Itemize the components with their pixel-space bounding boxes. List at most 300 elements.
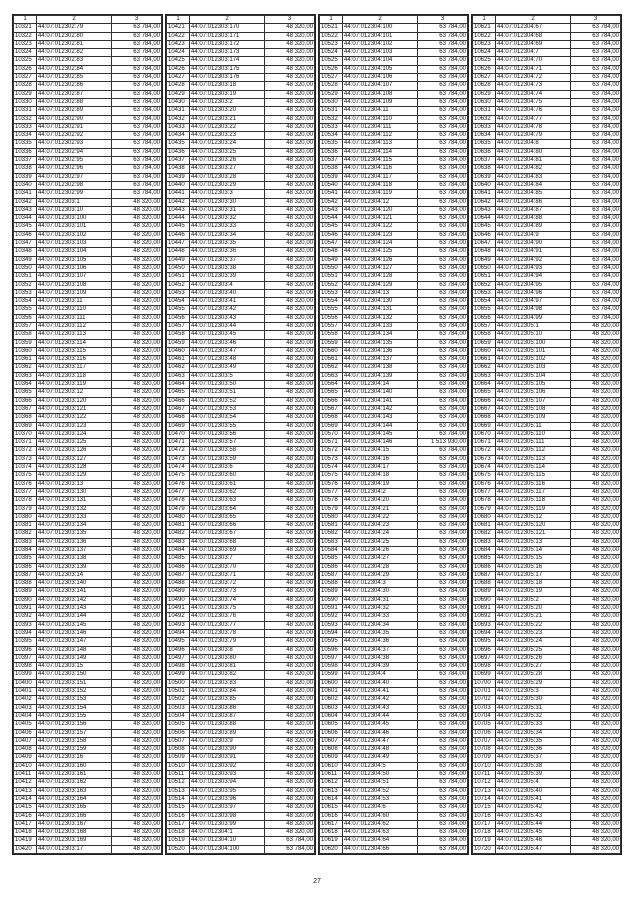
cadastral-value: 63 784,00 [571, 49, 621, 57]
table-row [473, 240, 621, 248]
row-number: 10652 [473, 281, 496, 289]
row-number: 10472 [167, 447, 190, 455]
row-number: 10374 [14, 464, 37, 472]
cadastral-value: 48 320,00 [265, 671, 315, 679]
table-row [167, 621, 315, 629]
row-number: 10559 [320, 339, 343, 347]
cadastral-number: 44:07:012303:3 [190, 190, 265, 198]
table-row [167, 314, 315, 322]
cadastral-number: 44:07:012303:69 [190, 547, 265, 555]
table-row [167, 422, 315, 430]
table-row [167, 779, 315, 787]
row-number: 10479 [167, 505, 190, 513]
cadastral-number: 44:07:012305:100 [496, 339, 571, 347]
table-row [473, 414, 621, 422]
row-number: 10514 [167, 795, 190, 803]
cadastral-value: 63 784,00 [418, 820, 468, 828]
row-number: 10350 [14, 264, 37, 272]
table-row [14, 555, 162, 563]
cadastral-number: 44:07:012303:49 [190, 364, 265, 372]
cadastral-value: 48 320,00 [571, 422, 621, 430]
row-number: 10391 [14, 605, 37, 613]
cadastral-number: 44:07:012304:129 [343, 281, 418, 289]
cadastral-number: 44:07:012303:153 [37, 696, 112, 704]
table-row [473, 306, 621, 314]
row-number: 10677 [473, 488, 496, 496]
row-number: 10419 [14, 837, 37, 845]
cadastral-value: 48 320,00 [265, 190, 315, 198]
table-row [14, 372, 162, 380]
row-number: 10457 [167, 322, 190, 330]
cadastral-value: 63 784,00 [571, 24, 621, 32]
cadastral-number: 44:07:012304:68 [496, 32, 571, 40]
cadastral-number: 44:07:012302:82 [37, 49, 112, 57]
cadastral-value: 48 320,00 [112, 298, 162, 306]
cadastral-value: 48 320,00 [112, 447, 162, 455]
row-number: 10506 [167, 729, 190, 737]
cadastral-number: 44:07:012303:165 [37, 804, 112, 812]
cadastral-value: 63 784,00 [418, 472, 468, 480]
table-row [473, 613, 621, 621]
cadastral-value: 48 320,00 [265, 472, 315, 480]
cadastral-number: 44:07:012302:89 [37, 107, 112, 115]
cadastral-value: 48 320,00 [571, 754, 621, 762]
cadastral-number: 44:07:012305:121 [496, 530, 571, 538]
table-row [167, 829, 315, 837]
register-block [12, 14, 163, 855]
row-number: 10355 [14, 306, 37, 314]
table-row [473, 314, 621, 322]
cadastral-number: 44:07:012303:174 [190, 57, 265, 65]
row-number: 10510 [167, 762, 190, 770]
cadastral-number: 44:07:012304:131 [343, 306, 418, 314]
row-number: 10397 [14, 654, 37, 662]
table-row [320, 231, 468, 239]
cadastral-value: 63 784,00 [418, 829, 468, 837]
row-number: 10408 [14, 746, 37, 754]
cadastral-value: 63 784,00 [418, 513, 468, 521]
row-number: 10540 [320, 181, 343, 189]
cadastral-number: 44:07:012304:52 [343, 787, 418, 795]
table-row [167, 464, 315, 472]
row-number: 10706 [473, 729, 496, 737]
row-number: 10352 [14, 281, 37, 289]
table-row [14, 596, 162, 604]
row-number: 10344 [14, 215, 37, 223]
cadastral-value: 48 320,00 [265, 729, 315, 737]
cadastral-number: 44:07:012304:146 [343, 439, 418, 447]
cadastral-number: 44:07:012304:6 [343, 804, 418, 812]
cadastral-value: 63 784,00 [418, 746, 468, 754]
cadastral-value: 48 320,00 [265, 298, 315, 306]
cadastral-number: 44:07:012304:105 [343, 65, 418, 73]
cadastral-value: 48 320,00 [571, 488, 621, 496]
cadastral-value: 63 784,00 [112, 24, 162, 32]
table-row [320, 198, 468, 206]
cadastral-value: 48 320,00 [112, 787, 162, 795]
cadastral-number: 44:07:012303:149 [37, 654, 112, 662]
row-number: 10372 [14, 447, 37, 455]
cadastral-number: 44:07:012303:134 [37, 522, 112, 530]
cadastral-value: 48 320,00 [112, 729, 162, 737]
row-number: 10602 [320, 696, 343, 704]
cadastral-number: 44:07:012304:42 [343, 696, 418, 704]
cadastral-value: 48 320,00 [265, 322, 315, 330]
table-row [473, 405, 621, 413]
cadastral-number: 44:07:012303:125 [37, 439, 112, 447]
row-number: 10665 [473, 389, 496, 397]
cadastral-value: 48 320,00 [112, 596, 162, 604]
cadastral-value: 63 784,00 [112, 140, 162, 148]
cadastral-number: 44:07:012302:98 [37, 181, 112, 189]
table-row [320, 148, 468, 156]
row-number: 10322 [14, 32, 37, 40]
row-number: 10546 [320, 231, 343, 239]
row-number: 10535 [320, 140, 343, 148]
row-number: 10621 [473, 24, 496, 32]
cadastral-number: 44:07:012303:2 [190, 98, 265, 106]
cadastral-value: 48 320,00 [265, 306, 315, 314]
row-number: 10373 [14, 455, 37, 463]
cadastral-value: 48 320,00 [112, 571, 162, 579]
cadastral-number: 44:07:012303:80 [190, 654, 265, 662]
row-number: 10658 [473, 331, 496, 339]
table-row [167, 571, 315, 579]
row-number: 10359 [14, 339, 37, 347]
table-row [320, 347, 468, 355]
row-number: 10596 [320, 646, 343, 654]
cadastral-number: 44:07:012303:21 [190, 115, 265, 123]
cadastral-number: 44:07:012305:17 [496, 571, 571, 579]
row-number: 10434 [167, 132, 190, 140]
row-number: 10696 [473, 646, 496, 654]
row-number: 10388 [14, 580, 37, 588]
cadastral-value: 63 784,00 [571, 123, 621, 131]
row-number: 10548 [320, 248, 343, 256]
cadastral-number: 44:07:012303:38 [190, 264, 265, 272]
row-number: 10416 [14, 812, 37, 820]
row-number: 10539 [320, 173, 343, 181]
row-number: 10672 [473, 447, 496, 455]
row-number: 10527 [320, 74, 343, 82]
cadastral-value: 48 320,00 [571, 779, 621, 787]
table-row [473, 555, 621, 563]
row-number: 10517 [167, 820, 190, 828]
cadastral-value: 63 784,00 [571, 198, 621, 206]
table-row [167, 281, 315, 289]
cadastral-value: 63 784,00 [418, 729, 468, 737]
cadastral-number: 44:07:012303:28 [190, 173, 265, 181]
row-number: 10491 [167, 605, 190, 613]
row-number: 10700 [473, 679, 496, 687]
row-number: 10588 [320, 580, 343, 588]
table-row [167, 804, 315, 812]
cadastral-number: 44:07:012303:128 [37, 464, 112, 472]
table-row [473, 256, 621, 264]
table-row [473, 480, 621, 488]
cadastral-value: 48 320,00 [571, 381, 621, 389]
cadastral-value: 63 784,00 [418, 688, 468, 696]
cadastral-value: 63 784,00 [112, 57, 162, 65]
table-row [473, 322, 621, 330]
table-row [14, 306, 162, 314]
cadastral-number: 44:07:012303:172 [190, 40, 265, 48]
cadastral-value: 48 320,00 [112, 679, 162, 687]
row-number: 10331 [14, 107, 37, 115]
row-number: 10521 [320, 24, 343, 32]
row-number: 10480 [167, 513, 190, 521]
cadastral-value: 48 320,00 [112, 289, 162, 297]
cadastral-number: 44:07:012305:32 [496, 712, 571, 720]
row-number: 10485 [167, 555, 190, 563]
table-row [167, 696, 315, 704]
table-row [167, 157, 315, 165]
cadastral-number: 44:07:012305:23 [496, 629, 571, 637]
cadastral-value: 48 320,00 [112, 605, 162, 613]
row-number: 10648 [473, 248, 496, 256]
table-row [473, 157, 621, 165]
cadastral-value: 63 784,00 [418, 497, 468, 505]
table-row [473, 140, 621, 148]
cadastral-value: 48 320,00 [112, 381, 162, 389]
cadastral-value: 63 784,00 [418, 754, 468, 762]
cadastral-number: 44:07:012305:37 [496, 754, 571, 762]
cadastral-value: 48 320,00 [571, 787, 621, 795]
table-row [473, 32, 621, 40]
cadastral-number: 44:07:012305:111 [496, 439, 571, 447]
cadastral-number: 44:07:012303:86 [190, 704, 265, 712]
row-number: 10394 [14, 629, 37, 637]
row-number: 10368 [14, 414, 37, 422]
cadastral-value: 48 320,00 [112, 206, 162, 214]
cadastral-number: 44:07:012303:37 [190, 256, 265, 264]
cadastral-number: 44:07:012304:37 [343, 646, 418, 654]
table-row [473, 696, 621, 704]
row-number: 10599 [320, 671, 343, 679]
cadastral-value: 48 320,00 [112, 530, 162, 538]
cadastral-value: 48 320,00 [265, 580, 315, 588]
cadastral-number: 44:07:012304:137 [343, 356, 418, 364]
row-number: 10326 [14, 65, 37, 73]
row-number: 10603 [320, 704, 343, 712]
cadastral-value: 48 320,00 [112, 845, 162, 853]
cadastral-value: 63 784,00 [418, 289, 468, 297]
table-row [473, 663, 621, 671]
row-number: 10660 [473, 347, 496, 355]
cadastral-number: 44:07:012303:167 [37, 820, 112, 828]
row-number: 10581 [320, 522, 343, 530]
row-number: 10504 [167, 712, 190, 720]
cadastral-number: 44:07:012303:60 [190, 472, 265, 480]
table-row [473, 372, 621, 380]
table-row [473, 812, 621, 820]
cadastral-value: 48 320,00 [571, 804, 621, 812]
row-number: 10361 [14, 356, 37, 364]
cadastral-value: 63 784,00 [418, 488, 468, 496]
cadastral-value: 63 784,00 [418, 397, 468, 405]
row-number: 10685 [473, 555, 496, 563]
cadastral-number: 44:07:012303:112 [37, 322, 112, 330]
cadastral-value: 48 320,00 [112, 248, 162, 256]
row-number: 10526 [320, 65, 343, 73]
table-row [473, 298, 621, 306]
table-row [14, 547, 162, 555]
row-number: 10623 [473, 40, 496, 48]
cadastral-value: 48 320,00 [112, 671, 162, 679]
cadastral-number: 44:07:012304:144 [343, 422, 418, 430]
cadastral-value: 48 320,00 [571, 322, 621, 330]
cadastral-number: 44:07:012304:48 [343, 746, 418, 754]
table-row [167, 605, 315, 613]
row-number: 10414 [14, 795, 37, 803]
row-number: 10463 [167, 372, 190, 380]
table-row [320, 190, 468, 198]
cadastral-value: 63 784,00 [418, 364, 468, 372]
row-number: 10343 [14, 206, 37, 214]
cadastral-number: 44:07:012303:81 [190, 663, 265, 671]
table-row [473, 115, 621, 123]
cadastral-number: 44:07:012305:105 [496, 381, 571, 389]
row-number: 10650 [473, 264, 496, 272]
cadastral-number: 44:07:012304:85 [496, 190, 571, 198]
cadastral-number: 44:07:012305:26 [496, 654, 571, 662]
cadastral-value: 48 320,00 [112, 696, 162, 704]
cadastral-value: 48 320,00 [571, 347, 621, 355]
table-row [473, 638, 621, 646]
cadastral-value: 63 784,00 [418, 538, 468, 546]
cadastral-value: 48 320,00 [571, 654, 621, 662]
row-number: 10594 [320, 629, 343, 637]
table-row [473, 397, 621, 405]
cadastral-value: 48 320,00 [112, 513, 162, 521]
table-row [320, 322, 468, 330]
table-row [320, 729, 468, 737]
row-number: 10404 [14, 712, 37, 720]
row-number: 10666 [473, 397, 496, 405]
table-row [14, 712, 162, 720]
cadastral-value: 48 320,00 [112, 439, 162, 447]
cadastral-number: 44:07:012303:27 [190, 165, 265, 173]
table-row [473, 223, 621, 231]
row-number: 10387 [14, 571, 37, 579]
cadastral-value: 48 320,00 [571, 820, 621, 828]
cadastral-number: 44:07:012305:115 [496, 472, 571, 480]
cadastral-number: 44:07:012304:51 [343, 779, 418, 787]
cadastral-number: 44:07:012305:10 [496, 331, 571, 339]
row-number: 10551 [320, 273, 343, 281]
table-row [320, 414, 468, 422]
table-row [167, 787, 315, 795]
table-row [320, 829, 468, 837]
cadastral-value: 63 784,00 [418, 65, 468, 73]
cadastral-number: 44:07:012303:147 [37, 638, 112, 646]
row-number: 10627 [473, 74, 496, 82]
row-number: 10643 [473, 206, 496, 214]
table-row [14, 804, 162, 812]
cadastral-value: 63 784,00 [418, 845, 468, 853]
table-row [167, 389, 315, 397]
cadastral-value: 63 784,00 [418, 32, 468, 40]
cadastral-number: 44:07:012303:92 [190, 762, 265, 770]
table-row [14, 181, 162, 189]
cadastral-value: 63 784,00 [571, 289, 621, 297]
table-row [320, 513, 468, 521]
table-row [473, 190, 621, 198]
table-row [14, 563, 162, 571]
cadastral-value: 63 784,00 [112, 165, 162, 173]
cadastral-value: 48 320,00 [571, 704, 621, 712]
cadastral-number: 44:07:012304:100 [343, 24, 418, 32]
cadastral-number: 44:07:012304:136 [343, 347, 418, 355]
cadastral-number: 44:07:012303:79 [190, 638, 265, 646]
row-number: 10423 [167, 40, 190, 48]
table-row [320, 580, 468, 588]
table-row [14, 455, 162, 463]
cadastral-number: 44:07:012303:8 [190, 646, 265, 654]
row-number: 10435 [167, 140, 190, 148]
row-number: 10462 [167, 364, 190, 372]
table-row [14, 32, 162, 40]
cadastral-value: 63 784,00 [571, 140, 621, 148]
cadastral-value: 63 784,00 [418, 306, 468, 314]
cadastral-number: 44:07:012305:2 [496, 596, 571, 604]
cadastral-number: 44:07:012305:25 [496, 646, 571, 654]
cadastral-number: 44:07:012303:157 [37, 729, 112, 737]
cadastral-number: 44:07:012303:140 [37, 580, 112, 588]
cadastral-number: 44:07:012304:84 [496, 181, 571, 189]
header-row [320, 16, 468, 24]
cadastral-value: 63 784,00 [112, 132, 162, 140]
cadastral-number: 44:07:012304:33 [343, 613, 418, 621]
cadastral-value: 48 320,00 [571, 613, 621, 621]
table-row [473, 837, 621, 845]
table-row [320, 522, 468, 530]
row-number: 10442 [167, 198, 190, 206]
row-number: 10615 [320, 804, 343, 812]
cadastral-value: 63 784,00 [571, 40, 621, 48]
cadastral-value: 48 320,00 [112, 223, 162, 231]
register-table [166, 15, 315, 854]
cadastral-value: 63 784,00 [571, 65, 621, 73]
row-number: 10332 [14, 115, 37, 123]
table-row [14, 339, 162, 347]
row-number: 10718 [473, 829, 496, 837]
table-row [473, 513, 621, 521]
cadastral-value: 48 320,00 [112, 588, 162, 596]
row-number: 10528 [320, 82, 343, 90]
row-number: 10489 [167, 588, 190, 596]
row-number: 10386 [14, 563, 37, 571]
table-row [473, 596, 621, 604]
row-number: 10585 [320, 555, 343, 563]
row-number: 10691 [473, 605, 496, 613]
cadastral-value: 48 320,00 [112, 505, 162, 513]
row-number: 10715 [473, 804, 496, 812]
row-number: 10474 [167, 464, 190, 472]
table-row [167, 397, 315, 405]
row-number: 10712 [473, 779, 496, 787]
cadastral-number: 44:07:012305:38 [496, 762, 571, 770]
cadastral-number: 44:07:012303:50 [190, 381, 265, 389]
cadastral-number: 44:07:012303:132 [37, 505, 112, 513]
row-number: 10487 [167, 571, 190, 579]
row-number: 10598 [320, 663, 343, 671]
row-number: 10664 [473, 381, 496, 389]
cadastral-number: 44:07:012304:62 [343, 820, 418, 828]
table-row [14, 405, 162, 413]
cadastral-number: 44:07:012303:87 [190, 712, 265, 720]
cadastral-number: 44:07:012304:25 [343, 538, 418, 546]
